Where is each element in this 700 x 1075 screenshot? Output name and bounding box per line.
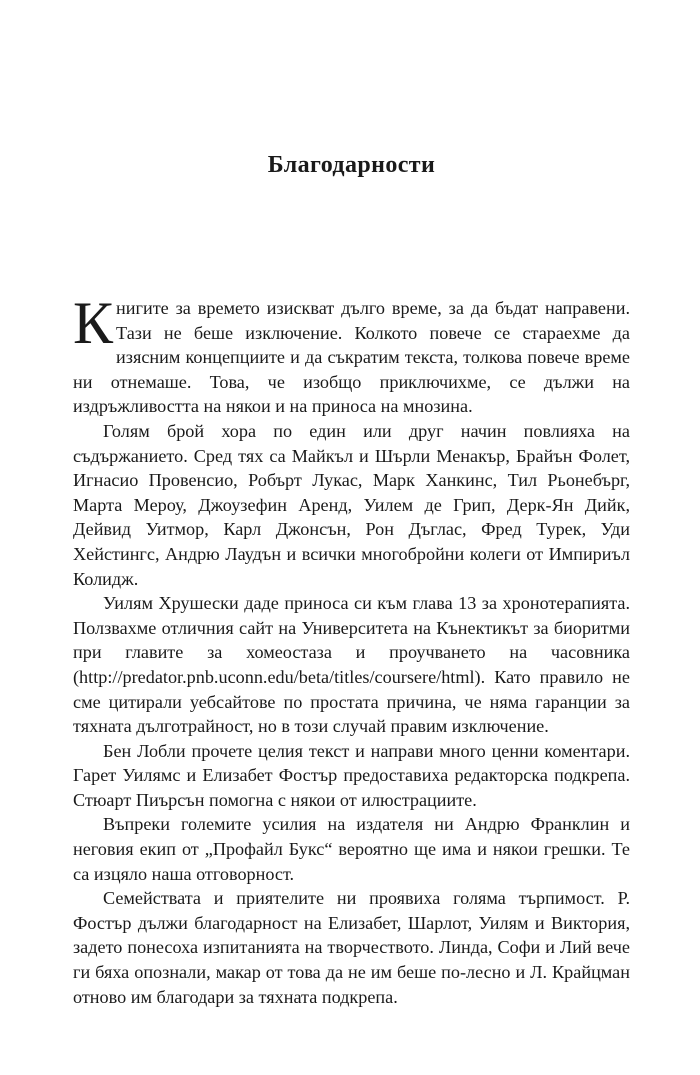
page-title: Благодарности: [267, 152, 436, 178]
book-page: [73, 0, 630, 1075]
paragraph: Голям брой хора по един или друг начин повлияха на съдържанието. Сред тях са Майкъл и Шърли Менакър, Брайън Фолет, Игнасио Провенсио, Робърт Лукас, Марк Ханкинс, Тил Рьонебърг, Марта Мероу, Джоузефин Аренд, Уилем де Грип, Дерк-Ян Дийк, Дейвид Уитмор, Карл Джонсън, Рон Дъглас, Фред Турек, Уди Хейстингс, Андрю Лаудън и всички многобройни колеги от Импириъл Колидж.: [73, 420, 630, 589]
paragraph: Бен Лобли прочете целия текст и направи много ценни коментари. Гарет Уилямс и Елизабет Фостър предоставиха редакторска подкрепа. Стюарт Пиърсън помогна с някои от илюстрациите.: [73, 740, 630, 810]
paragraph: Въпреки големите усилия на издателя ни Андрю Франклин и неговия екип от „Профайл Букс“ вероятно ще има и някои грешки. Те са изцяло наша отговорност.: [73, 814, 630, 884]
paragraph-text: нигите за времето изискват дълго време, за да бъдат направени. Тази не беше изключение. Колкото повече се стараехме да изясним концепциите и да съкратим текста, толкова повече време ни отнемаше. Това, че изобщо приключихме, се дължи на издръжливостта на някои и на приноса на мнозина.: [73, 298, 630, 417]
paragraph: Уилям Хрушески даде приноса си към глава 13 за хронотерапията. Ползвахме отличния сайт на Университета на Кънектикът за биоритми при главите за хомеостаза и проучването на часовника (http://predator.pnb.uconn.edu/beta/titles/coursere/html). Като правило не сме цитирали уебсайтове по простата причина, че няма гаранции за тяхната дълготрайност, но в този случай правим изключение.: [73, 593, 630, 737]
drop-cap: К: [73, 290, 114, 356]
page-body: [73, 290, 630, 1009]
paragraph: Семействата и приятелите ни проявиха голяма търпимост. Р. Фостър дължи благодарност на Елизабет, Шарлот, Уилям и Виктория, задето понесоха изпитанията на творчеството. Линда, Софи и Лий вече ги бяха опознали, макар от това да не им беше по-лесно и Л. Крайцман отново им благодари за тяхната подкрепа.: [73, 888, 630, 1007]
paragraph: [73, 290, 630, 419]
